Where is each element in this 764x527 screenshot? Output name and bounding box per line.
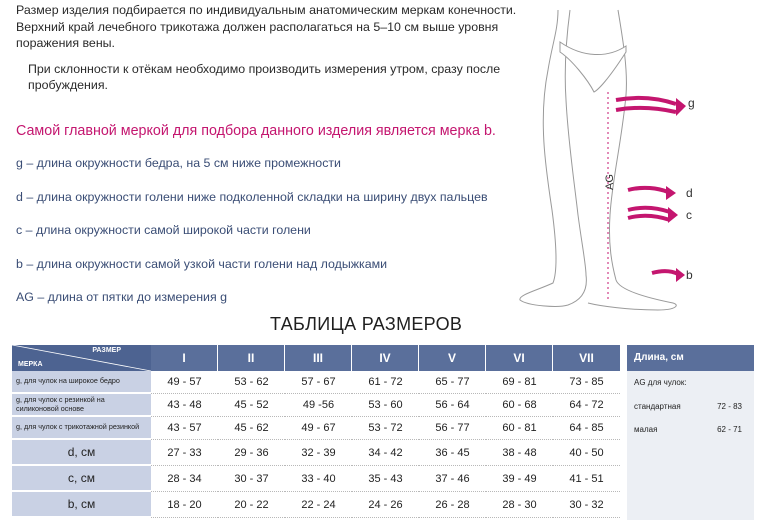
row-label: c, см <box>12 466 151 492</box>
table-cell: 49 - 67 <box>285 417 352 440</box>
table-cell: 30 - 37 <box>218 466 285 492</box>
table-cell: 43 - 48 <box>151 394 218 417</box>
intro-text <box>16 2 536 103</box>
table-cell: 35 - 43 <box>352 466 419 492</box>
size-header-3: III <box>285 345 352 371</box>
length-header: Длина, см <box>627 345 754 371</box>
table-row <box>12 417 620 440</box>
length-subtitle: AG для чулок: <box>634 378 687 387</box>
size-header-5: V <box>419 345 486 371</box>
size-header-6: VI <box>486 345 553 371</box>
table-cell: 28 - 30 <box>486 492 553 518</box>
leg-measurement-illustration <box>508 0 708 312</box>
size-header-7: VII <box>553 345 620 371</box>
table-cell: 20 - 22 <box>218 492 285 518</box>
corner-cell <box>12 345 151 371</box>
intro-paragraph-1: Размер изделия подбирается по индивидуальным анатомическим меркам конечности. Верхний край лечебного трикотажа должен располагаться на 5–10 см выше уровня поражения вены. <box>16 3 517 50</box>
label-c: c <box>686 208 692 222</box>
leg-outline-icon <box>508 0 708 312</box>
table-cell: 26 - 28 <box>419 492 486 518</box>
table-cell: 27 - 33 <box>151 440 218 466</box>
size-table-title: ТАБЛИЦА РАЗМЕРОВ <box>270 314 463 334</box>
size-header-2: II <box>218 345 285 371</box>
table-cell: 22 - 24 <box>285 492 352 518</box>
label-ag: AG <box>604 174 616 190</box>
label-d: d <box>686 186 693 200</box>
table-cell: 34 - 42 <box>352 440 419 466</box>
definition-b: b – длина окружности самой узкой части голени над лодыжками <box>16 256 388 271</box>
table-cell: 45 - 52 <box>218 394 285 417</box>
table-cell: 33 - 40 <box>285 466 352 492</box>
table-cell: 45 - 62 <box>218 417 285 440</box>
row-label: b, см <box>12 492 151 518</box>
table-cell: 49 - 57 <box>151 371 218 394</box>
size-header-row <box>12 345 620 371</box>
table-cell: 73 - 85 <box>553 371 620 394</box>
definition-c: c – длина окружности самой широкой части голени <box>16 223 311 237</box>
length-row-standard-value: 72 - 83 <box>717 402 742 411</box>
length-body <box>627 371 754 520</box>
table-cell: 60 - 81 <box>486 417 553 440</box>
length-side-table <box>627 345 754 520</box>
table-row <box>12 394 620 417</box>
size-header-1: I <box>151 345 218 371</box>
table-cell: 69 - 81 <box>486 371 553 394</box>
table-cell: 60 - 68 <box>486 394 553 417</box>
size-header-4: IV <box>352 345 419 371</box>
length-row-small-name: малая <box>634 425 658 434</box>
table-cell: 53 - 72 <box>352 417 419 440</box>
row-label: g, для чулок на широкое бедро <box>12 371 151 394</box>
table-cell: 30 - 32 <box>553 492 620 518</box>
table-cell: 53 - 60 <box>352 394 419 417</box>
intro-paragraph-2: При склонности к отёкам необходимо производить измерения утром, сразу после пробуждения. <box>28 61 501 92</box>
length-row-small-value: 62 - 71 <box>717 425 742 434</box>
row-label: g, для чулок с резинкой на силиконовой основе <box>12 394 151 417</box>
table-cell: 37 - 46 <box>419 466 486 492</box>
table-row <box>12 492 620 518</box>
table-cell: 28 - 34 <box>151 466 218 492</box>
corner-measure-label: МЕРКА <box>18 361 43 368</box>
table-cell: 61 - 72 <box>352 371 419 394</box>
definition-d: d – длина окружности голени ниже подколенной складки на ширину двух пальцев <box>16 189 488 204</box>
table-cell: 32 - 39 <box>285 440 352 466</box>
label-b: b <box>686 268 693 282</box>
definitions-list <box>16 155 576 323</box>
table-cell: 49 -56 <box>285 394 352 417</box>
table-cell: 36 - 45 <box>419 440 486 466</box>
table-cell: 64 - 85 <box>553 417 620 440</box>
table-cell: 53 - 62 <box>218 371 285 394</box>
table-cell: 64 - 72 <box>553 394 620 417</box>
table-cell: 65 - 77 <box>419 371 486 394</box>
key-measure-note: Самой главной меркой для подбора данного изделия является мерка b. <box>16 123 496 139</box>
table-cell: 41 - 51 <box>553 466 620 492</box>
table-cell: 56 - 64 <box>419 394 486 417</box>
row-label: g, для чулок с трикотажной резинкой <box>12 417 151 440</box>
table-cell: 38 - 48 <box>486 440 553 466</box>
table-cell: 29 - 36 <box>218 440 285 466</box>
row-label: d, см <box>12 440 151 466</box>
table-row <box>12 371 620 394</box>
label-g: g <box>688 96 695 110</box>
table-cell: 56 - 77 <box>419 417 486 440</box>
corner-size-label: РАЗМЕР <box>92 347 121 354</box>
length-row-standard-name: стандартная <box>634 402 681 411</box>
table-cell: 40 - 50 <box>553 440 620 466</box>
table-cell: 24 - 26 <box>352 492 419 518</box>
definition-ag: AG – длина от пятки до измерения g <box>16 290 228 304</box>
table-cell: 57 - 67 <box>285 371 352 394</box>
table-row <box>12 466 620 492</box>
table-cell: 18 - 20 <box>151 492 218 518</box>
definition-g: g – длина окружности бедра, на 5 см ниже промежности <box>16 156 341 170</box>
table-row <box>12 440 620 466</box>
table-cell: 39 - 49 <box>486 466 553 492</box>
table-cell: 43 - 57 <box>151 417 218 440</box>
size-table <box>12 345 620 518</box>
